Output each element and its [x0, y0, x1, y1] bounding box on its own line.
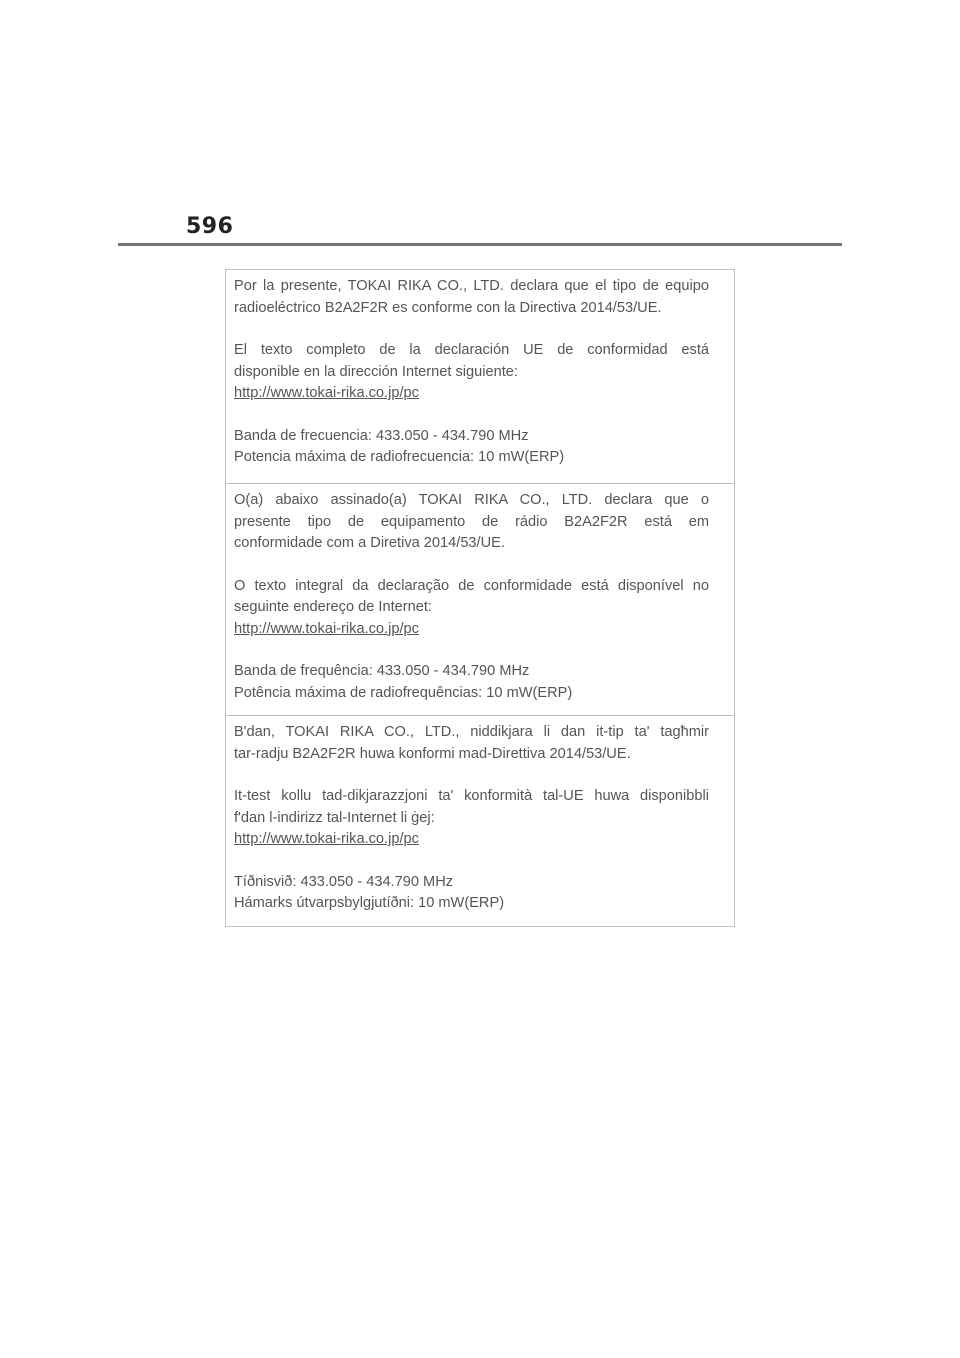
- frequency-band: Banda de frequência: 433.050 - 434.790 MHz: [234, 663, 530, 679]
- declaration-spanish: [226, 270, 734, 483]
- frequency-band: Banda de frecuencia: 433.050 - 434.790 MHz: [234, 427, 529, 444]
- declaration-table: [225, 269, 735, 927]
- statement-line: Por la presente, TOKAI RIKA CO., LTD. declara que el tipo de equipo: [234, 278, 709, 294]
- availability-line: disponible en la dirección Internet siguiente:: [234, 363, 518, 380]
- statement-line: tar-radju B2A2F2R huwa konformi mad-Direttiva 2014/53/UE.: [234, 745, 631, 762]
- statement-line: B'dan, TOKAI RIKA CO., LTD., niddikjara li dan it-tip ta' tagħmir: [234, 724, 709, 740]
- statement-line: radioeléctrico B2A2F2R es conforme con la Directiva 2014/53/UE.: [234, 299, 662, 316]
- declaration-url-link[interactable]: http://www.tokai-rika.co.jp/pc: [234, 620, 419, 637]
- availability-line: El texto completo de la declaración UE de conformidad está: [234, 342, 709, 358]
- frequency-band: Tíðnisvið: 433.050 - 434.790 MHz: [234, 873, 454, 890]
- statement-line: presente tipo de equipamento de rádio B2A2F2R está em: [234, 513, 709, 530]
- page-number: 596: [186, 214, 234, 239]
- availability-line: f'dan l-indirizz tal-Internet li ġej:: [234, 809, 435, 826]
- statement-line: conformidade com a Diretiva 2014/53/UE.: [234, 535, 505, 551]
- max-power: Potencia máxima de radiofrecuencia: 10 mW(ERP): [234, 449, 565, 465]
- availability-line: It-test kollu tad-dikjarazzjoni ta' konformità tal-UE huwa disponibbli: [234, 788, 709, 804]
- availability-line: O texto integral da declaração de conformidade está disponível no: [234, 577, 709, 594]
- declaration-url-link[interactable]: http://www.tokai-rika.co.jp/pc: [234, 831, 419, 847]
- max-power: Hámarks útvarpsbylgjutíðni: 10 mW(ERP): [234, 895, 505, 911]
- statement-line: O(a) abaixo assinado(a) TOKAI RIKA CO., LTD. declara que o: [234, 492, 709, 508]
- availability-line: seguinte endereço de Internet:: [234, 599, 432, 615]
- max-power: Potência máxima de radiofrequências: 10 mW(ERP): [234, 684, 573, 701]
- header-divider: [118, 243, 842, 246]
- declaration-maltese: [226, 715, 734, 926]
- declaration-portuguese: [226, 483, 734, 715]
- declaration-url-link[interactable]: http://www.tokai-rika.co.jp/pc: [234, 385, 419, 401]
